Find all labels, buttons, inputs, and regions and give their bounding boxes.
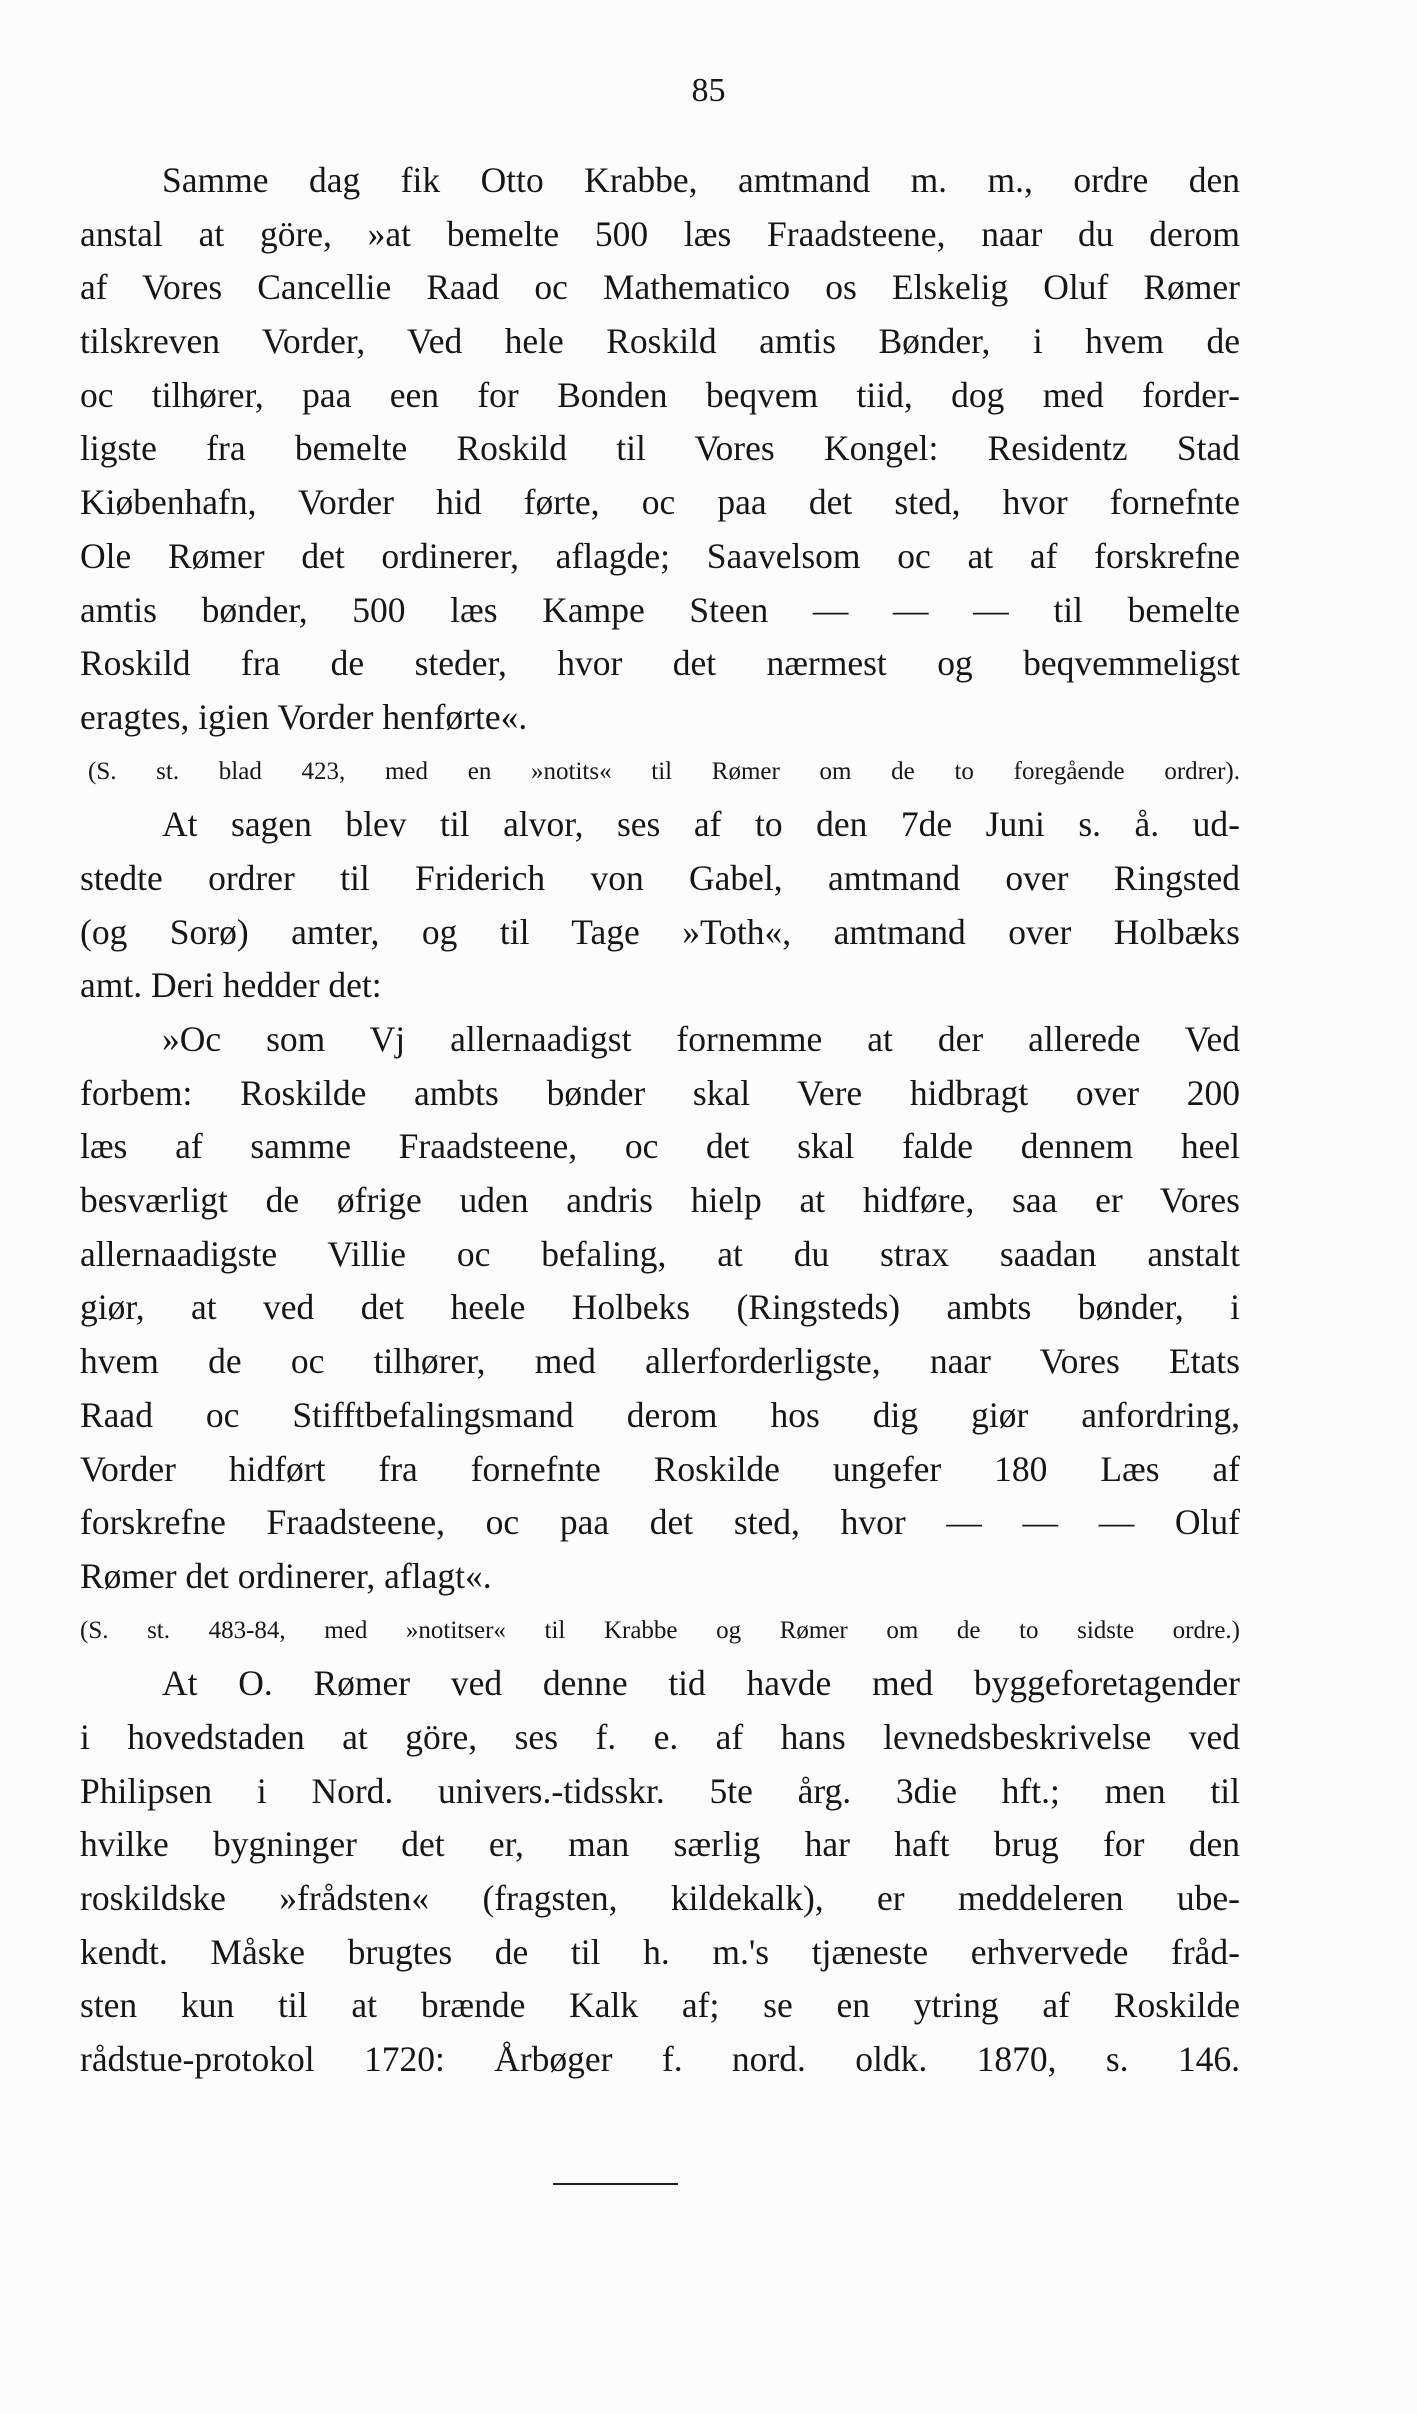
text-line: af Vores Cancellie Raad oc Mathematico os Elskelig Oluf Rømer bbox=[80, 267, 1240, 308]
text-line: Raad oc Stifftbefalingsmand derom hos dig giør anfordring, bbox=[80, 1394, 1240, 1435]
source-reference: (S. st. blad 423, med en »notits« til Rømer om de to foregående ordrer). bbox=[88, 757, 1240, 785]
text-line: »Oc som Vj allernaadigst fornemme at der allerede Ved bbox=[162, 1019, 1240, 1059]
text-line: amtis bønder, 500 læs Kampe Steen — — — til bemelte bbox=[80, 589, 1240, 630]
text-line: Vorder hidført fra fornefnte Roskilde ungefer 180 Læs af bbox=[80, 1448, 1240, 1489]
text-line: (og Sorø) amter, og til Tage »Toth«, amtmand over Holbæks bbox=[80, 911, 1240, 952]
text-line: i hovedstaden at göre, ses f. e. af hans levnedsbeskrivelse ved bbox=[80, 1716, 1240, 1757]
text-line: hvilke bygninger det er, man særlig har haft brug for den bbox=[80, 1824, 1240, 1865]
text-line: amt. Deri hedder det: bbox=[80, 965, 382, 1006]
text-line: anstal at göre, »at bemelte 500 læs Fraadsteene, naar du derom bbox=[80, 213, 1240, 254]
text-line: kendt. Måske brugtes de til h. m.'s tjæneste erhvervede fråd- bbox=[80, 1931, 1240, 1972]
text-line: forskrefne Fraadsteene, oc paa det sted, hvor — — — Oluf bbox=[80, 1502, 1240, 1543]
text-line: Kiøbenhafn, Vorder hid førte, oc paa det sted, hvor fornefnte bbox=[80, 482, 1240, 523]
text-line: Samme dag fik Otto Krabbe, amtmand m. m., ordre den bbox=[162, 160, 1240, 200]
text-line: At sagen blev til alvor, ses af to den 7de Juni s. å. ud- bbox=[162, 804, 1240, 845]
page-number: 85 bbox=[691, 72, 726, 109]
source-reference: (S. st. 483-84, med »notitser« til Krabbe og Rømer om de to sidste ordre.) bbox=[80, 1616, 1240, 1644]
text-line: sten kun til at brænde Kalk af; se en ytring af Roskilde bbox=[80, 1985, 1240, 2026]
text-line: tilskreven Vorder, Ved hele Roskild amtis Bønder, i hvem de bbox=[80, 321, 1240, 362]
text-line: giør, at ved det heele Holbeks (Ringsteds) ambts bønder, i bbox=[80, 1287, 1240, 1328]
text-line: Philipsen i Nord. univers.-tidsskr. 5te årg. 3die hft.; men til bbox=[80, 1770, 1240, 1811]
text-line: roskildske »frådsten« (fragsten, kildekalk), er meddeleren ube- bbox=[80, 1878, 1240, 1918]
text-line: Rømer det ordinerer, aflagt«. bbox=[80, 1555, 492, 1596]
text-line: allernaadigste Villie oc befaling, at du strax saadan anstalt bbox=[80, 1233, 1240, 1274]
text-line: At O. Rømer ved denne tid havde med byggeforetagender bbox=[162, 1663, 1240, 1704]
page-body bbox=[80, 154, 1240, 2087]
text-line: ligste fra bemelte Roskild til Vores Kongel: Residentz Stad bbox=[80, 428, 1240, 469]
text-line: hvem de oc tilhører, med allerforderligste, naar Vores Etats bbox=[80, 1341, 1240, 1382]
text-line: oc tilhører, paa een for Bonden beqvem tiid, dog med forder- bbox=[80, 374, 1240, 415]
text-line: eragtes, igien Vorder henførte«. bbox=[80, 696, 528, 737]
text-line: læs af samme Fraadsteene, oc det skal falde dennem heel bbox=[80, 1126, 1240, 1167]
end-rule bbox=[553, 2183, 678, 2185]
text-line: forbem: Roskilde ambts bønder skal Vere hidbragt over 200 bbox=[80, 1072, 1240, 1113]
text-line: besværligt de øfrige uden andris hielp at hidføre, saa er Vores bbox=[80, 1180, 1240, 1221]
text-line: rådstue-protokol 1720: Årbøger f. nord. oldk. 1870, s. 146. bbox=[80, 2039, 1240, 2080]
text-line: Roskild fra de steder, hvor det nærmest og beqvemmeligst bbox=[80, 643, 1240, 684]
text-line: Ole Rømer det ordinerer, aflagde; Saavelsom oc at af forskrefne bbox=[80, 535, 1240, 576]
text-line: stedte ordrer til Friderich von Gabel, amtmand over Ringsted bbox=[80, 857, 1240, 898]
